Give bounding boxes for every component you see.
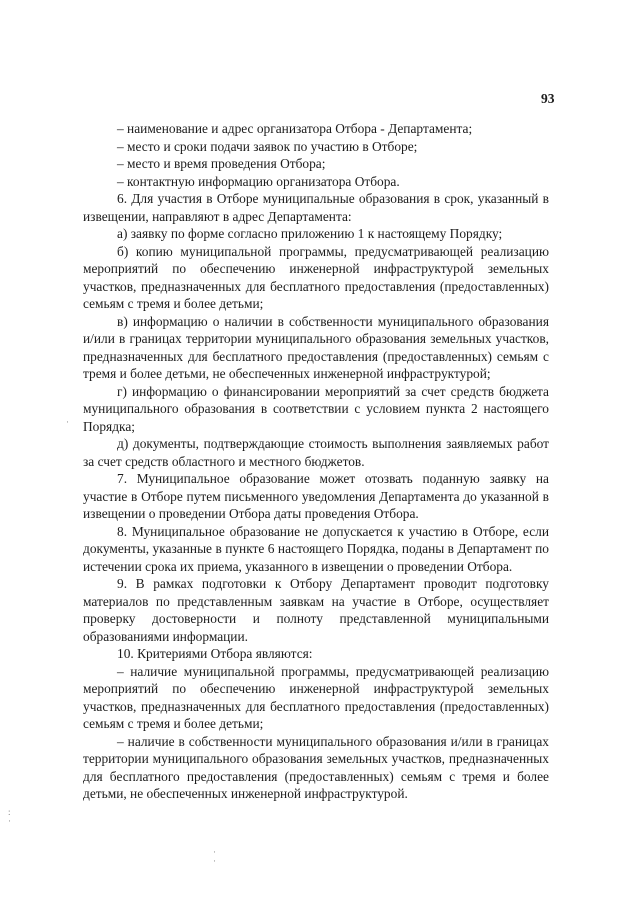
paragraph: 8. Муниципальное образование не допускается к участию в Отборе, если документы, указанные в пункте 6 настоящего Порядка, поданы в Департамент по истечении срока их приема, указанного в извещении о проведении Отбора. [83, 523, 549, 574]
paragraph: 7. Муниципальное образование может отозвать поданную заявку на участие в Отборе путем письменного уведомления Департамента до указанной в извещении о проведении Отбора даты проведения Отбора. [83, 471, 549, 521]
paragraph: в) информацию о наличии в собственности муниципального образования и/или в границах территории муниципального образования земельных участков, предназначенных для бесплатного предоставления (предоставленных) семьям с тремя и более детьми, не обеспеченных инженерной инфраструктурой; [83, 313, 549, 381]
scan-artifact: · · [213, 847, 216, 866]
paragraph: г) информацию о финансировании мероприятий за счет средств бюджета муниципального образования в соответствии с условием пункта 2 настоящего Порядка; [83, 383, 549, 434]
paragraph: – место и время проведения Отбора; [117, 156, 326, 171]
paragraph: – наличие в собственности муниципального образования и/или в границах территории муниципального образования земельных участков, предназначенных для бесплатного предоставления (предоставленных) семьям с тремя и более детьми, не обеспеченных инженерной инфраструктурой. [83, 733, 549, 801]
scan-artifact: · [66, 417, 69, 427]
paragraph: 10. Критериями Отбора являются: [117, 646, 313, 661]
document-body [83, 120, 549, 803]
paragraph: б) копию муниципальной программы, предусматривающей реализацию мероприятий по обеспечению инженерной инфраструктурой земельных участков, предназначенных для бесплатного предоставления (предоставленных) семьям с тремя и более детьми; [83, 243, 549, 311]
paragraph: – место и сроки подачи заявок по участию в Отборе; [117, 138, 418, 154]
paragraph: 9. В рамках подготовки к Отбору Департамент проводит подготовку материалов по представленным заявкам на участие в Отборе, осуществляет проверку достоверности и полноту представленной муниципальными образованиями информации. [83, 576, 549, 644]
paragraph: – наличие муниципальной программы, предусматривающей реализацию мероприятий по обеспечению инженерной инфраструктурой земельных участков, предназначенных для бесплатного предоставления (предоставленных) семьям с тремя и более детьми; [83, 663, 549, 731]
paragraph: а) заявку по форме согласно приложению 1 к настоящему Порядку; [117, 226, 503, 241]
paragraph: – контактную информацию организатора Отбора. [117, 173, 400, 189]
paragraph: 6. Для участия в Отборе муниципальные образования в срок, указанный в извещении, направляют в адрес Департамента: [83, 191, 549, 224]
paragraph: д) документы, подтверждающие стоимость выполнения заявляемых работ за счет средств областного и местного бюджетов. [83, 436, 549, 469]
page-number: 93 [541, 91, 555, 106]
paragraph: – наименование и адрес организатора Отбора - Департамента; [117, 121, 473, 136]
scan-artifact: : · [8, 807, 11, 826]
